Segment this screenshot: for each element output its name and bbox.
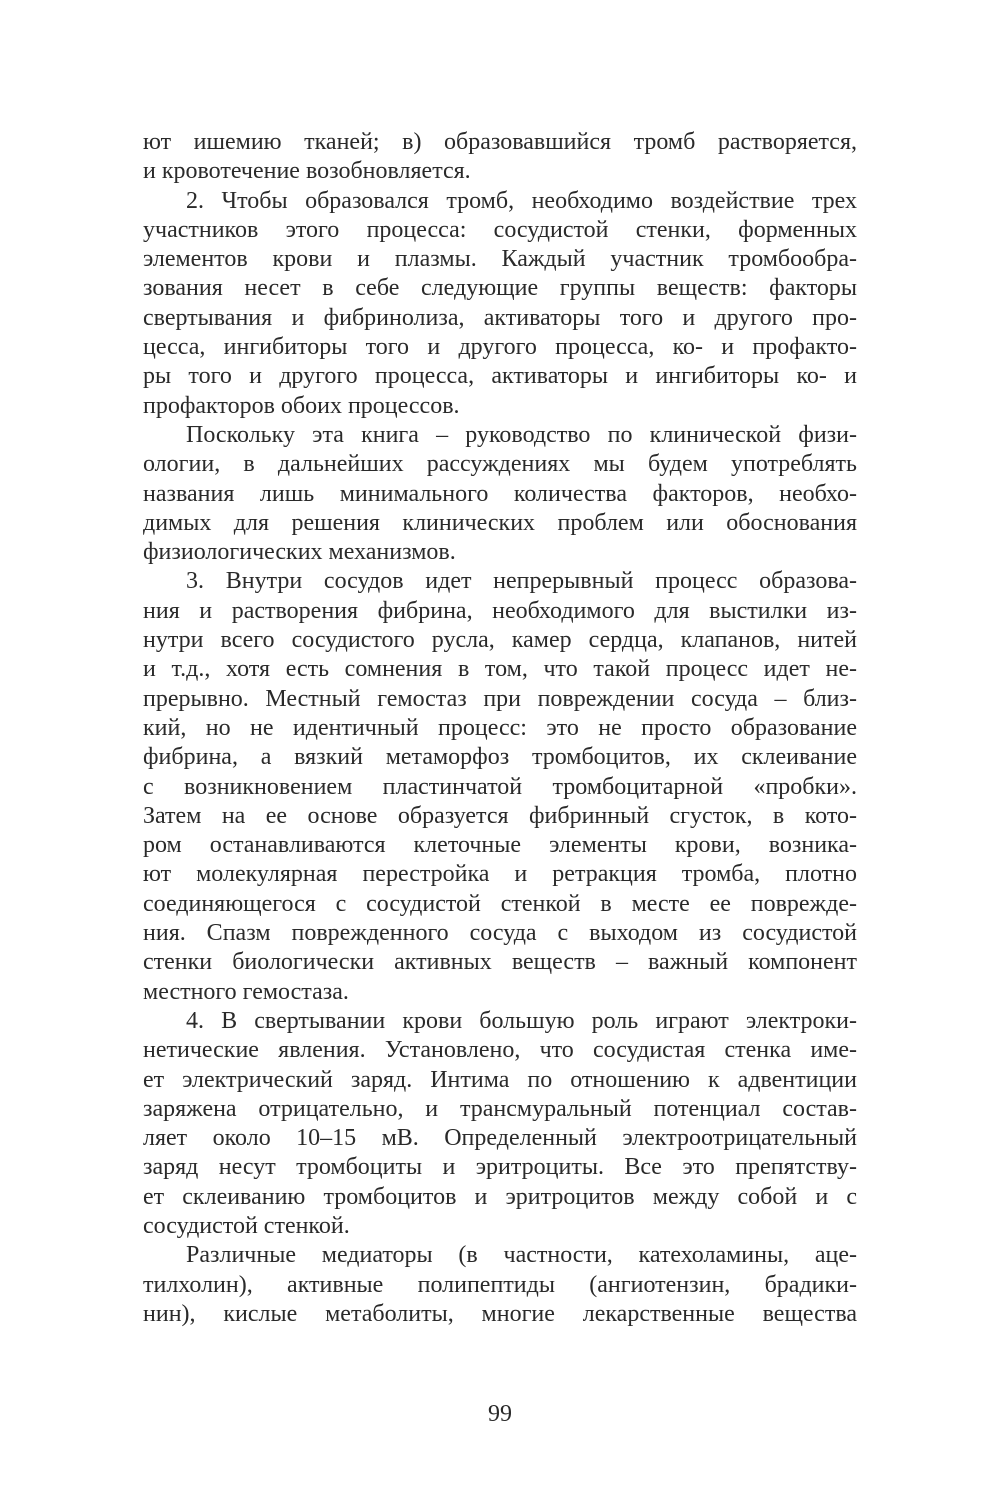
- text-line: ют ишемию тканей; в) образовавшийся тромб растворяется,: [143, 129, 857, 155]
- text-line: стенки биологически активных веществ – важный компонент: [143, 949, 857, 976]
- text-line: заряжена отрицательно, и трансмуральный потенциал состав-: [143, 1095, 857, 1122]
- text-line: участников этого процесса: сосудистой стенки, форменных: [143, 216, 857, 243]
- text-line: элементов крови и плазмы. Каждый участник тромбообра-: [143, 246, 857, 273]
- paragraph: [143, 567, 857, 1006]
- text-line: Поскольку эта книга – руководство по клинической физи-: [186, 421, 857, 448]
- text-line: сосудистой стенкой.: [143, 1212, 350, 1239]
- text-line: и кровотечение возобновляется.: [143, 158, 471, 185]
- text-line: прерывно. Местный гемостаз при повреждении сосуда – близ-: [143, 685, 857, 712]
- text-line: Затем на ее основе образуется фибринный сгусток, в кото-: [143, 802, 857, 829]
- text-line: цесса, ингибиторы того и другого процесса, ко- и профакто-: [143, 334, 857, 361]
- text-line: нетические явления. Установлено, что сосудистая стенка име-: [143, 1037, 857, 1064]
- body-text: [143, 128, 857, 1329]
- page-number: 99: [488, 1401, 512, 1427]
- text-line: димых для решения клинических проблем или обоснования: [143, 509, 857, 536]
- text-line: Различные медиаторы (в частности, катехоламины, аце-: [186, 1242, 857, 1269]
- text-line: ния и растворения фибрина, необходимого для выстилки из-: [143, 597, 857, 624]
- text-line: 3. Внутри сосудов идет непрерывный процесс образова-: [186, 568, 857, 595]
- text-line: 2. Чтобы образовался тромб, необходимо воздействие трех: [186, 187, 857, 214]
- text-line: тилхолин), активные полипептиды (ангиотензин, брадики-: [143, 1271, 857, 1298]
- text-line: ет склеиванию тромбоцитов и эритроцитов между собой и с: [143, 1183, 857, 1210]
- text-line: фибрина, а вязкий метаморфоз тромбоцитов, их склеивание: [143, 744, 857, 771]
- text-line: физиологических механизмов.: [143, 539, 456, 566]
- paragraph: [143, 421, 857, 567]
- paragraph: [143, 128, 857, 187]
- paragraph: [143, 187, 857, 421]
- text-line: нутри всего сосудистого русла, камер сердца, клапанов, нитей: [143, 627, 857, 654]
- paragraph: [143, 1007, 857, 1241]
- text-line: с возникновением пластинчатой тромбоцитарной «пробки».: [143, 773, 857, 800]
- text-line: и т.д., хотя есть сомнения в том, что такой процесс идет не-: [143, 656, 857, 683]
- text-line: ния. Спазм поврежденного сосуда с выходом из сосудистой: [143, 920, 857, 947]
- text-line: ляет около 10–15 мВ. Определенный электроотрицательный: [143, 1125, 857, 1152]
- text-line: профакторов обоих процессов.: [143, 392, 460, 419]
- text-line: ют молекулярная перестройка и ретракция тромба, плотно: [143, 861, 857, 888]
- text-line: ет электрический заряд. Интима по отношению к адвентиции: [143, 1066, 857, 1093]
- text-line: свертывания и фибринолиза, активаторы того и другого про-: [143, 304, 857, 331]
- paragraph: [143, 1241, 857, 1329]
- text-line: зования несет в себе следующие группы веществ: факторы: [143, 275, 857, 302]
- text-line: 4. В свертывании крови большую роль играют электроки-: [186, 1007, 857, 1034]
- text-line: названия лишь минимального количества факторов, необхо-: [143, 480, 857, 507]
- text-line: ром останавливаются клеточные элементы крови, возника-: [143, 832, 857, 859]
- text-line: ры того и другого процесса, активаторы и ингибиторы ко- и: [143, 363, 857, 390]
- text-line: заряд несут тромбоциты и эритроциты. Все это препятству-: [143, 1154, 857, 1181]
- text-line: нин), кислые метаболиты, многие лекарственные вещества: [143, 1300, 857, 1327]
- text-line: ологии, в дальнейших рассуждениях мы будем употреблять: [143, 451, 857, 478]
- text-line: соединяющегося с сосудистой стенкой в месте ее поврежде-: [143, 890, 857, 917]
- text-line: кий, но не идентичный процесс: это не просто образование: [143, 714, 857, 741]
- text-line: местного гемостаза.: [143, 978, 349, 1005]
